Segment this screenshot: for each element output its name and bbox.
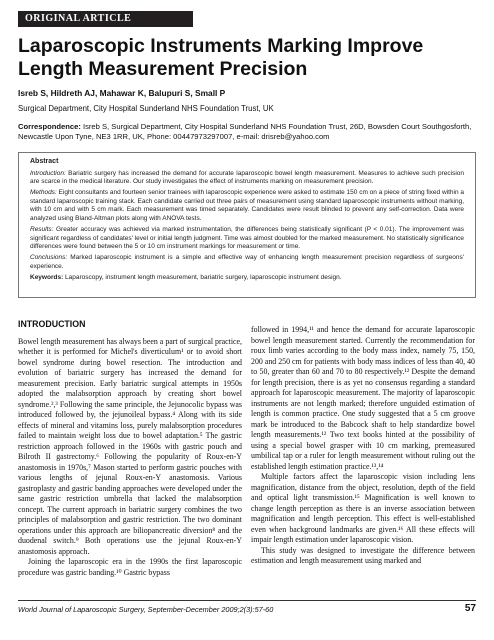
abstract-results-label: Results:: [30, 226, 54, 234]
keywords-label: Keywords:: [30, 274, 64, 282]
left-column: [18, 319, 242, 578]
author-list: Isreb S, Hildreth AJ, Mahawar K, Balupuri S, Small P: [18, 88, 226, 98]
abstract-conclusions: [30, 254, 464, 271]
affiliation: Surgical Department, City Hospital Sunderland NHS Foundation Trust, UK: [18, 104, 274, 113]
left-paragraph-1: Bowel length measurement has always been a part of surgical practice, whether it is performed for Michel's diverticulum¹ or to avoid short bowel syndrome during bowel resection. The introduction and evolution of bariatric surgery has increased the demand for measurement precision. Early bariatric surgical attempts in 1950s adopted the malabsorption approach by creating short bowel syndrome.²,³ Following the same principle, the Jejunocolic bypass was introduced followed by, the jejunoileal bypass.⁴ Along with its side effects of mineral and vitamins loss, purely malabsorption procedures failed to maintain weight loss due to bowel adaptation.⁵ The gastric restriction approach followed in the 1960s with gastric pouch and Bilroth II gastrectomy.⁶ Following the popularity of Roux-en-Y anastomosis in 1970s,⁷ Mason started to perform gastric pouches with various lengths of jejunal Roux-en-Y anastomosis. Various gastroplasty and gastric banding approaches were developed under the same gastric restriction umbrella that lacked the malabsorption concept. The current approach in bariatric surgery combines the two principles of malabsorption and gastric restriction. The two dominant operations under this approach are biliopancreatic diversion⁸ and the duodenal switch.⁹ Both operations use the jejunal Roux-en-Y anastomosis approach.: [18, 336, 242, 556]
abstract-methods-label: Methods:: [30, 189, 57, 197]
introduction-heading: INTRODUCTION: [18, 319, 86, 329]
right-paragraph-3: This study was designed to investigate the difference between estimation and length measurement using marked and: [251, 545, 475, 565]
right-column: [251, 325, 475, 567]
abstract-heading: Abstract: [30, 158, 59, 165]
page-number: 57: [464, 603, 476, 614]
abstract-keywords: [30, 274, 464, 283]
abstract-results: [30, 226, 464, 252]
abstract-introduction: [30, 170, 464, 187]
abstract-methods-text: Eight consultants and fourteen senior trainees with laparoscopic experience were asked to estimate 150 cm on a piece of string fixed within a standard laparoscopic training stack. Each candidate carried out three pairs of measurement using standard laparoscopic instruments without marking, with 10 cm and with 5 cm mark. Each measurement was timed separately. Candidates were result blinded to prevent any self-correction. Data were analyzed using Bland-Altman plots along with ANOVA tests.: [30, 189, 464, 223]
journal-citation: World Journal of Laparoscopic Surgery, September-December 2009;2(3):57-60: [18, 605, 274, 614]
correspondence: [18, 122, 480, 142]
abstract-intro-text: Bariatric surgery has increased the demand for accurate laparoscopic bowel length measurement. Measures to achieve such precision are scarce in the medical literature. Our study investigates the effect of instruments marking on measurement precision.: [30, 169, 464, 186]
abstract-intro-label: Introduction:: [30, 169, 66, 177]
abstract-box: [18, 152, 476, 298]
keywords-text: Laparoscopy, instrument length measurement, bariatric surgery, laparoscopic instrument design.: [63, 274, 342, 282]
abstract-conclusions-text: Marked laparoscopic instrument is a simple and effective way of enhancing length measurement precision regardless of surgeons' experience.: [30, 254, 464, 271]
right-paragraph-2: Multiple factors affect the laparoscopic vision including lens magnification, distance from the object, resolution, depth of the field and optical light transmission.¹⁵ Magnification is well known to change length perception as there is an inverse association between magnification and length perception. This effect is well-established even when background landmarks are given.¹⁶ All these effects will impair length estimation under laparoscopic vision.: [251, 472, 475, 544]
abstract-conclusions-label: Conclusions:: [30, 254, 68, 262]
abstract-results-text: Greater accuracy was achieved via marked instrumentation, the differences being statistically significant (P < 0.01). The improvement was significant regardless of candidates' level or initial length judgment. Time was almost doubled for the marked measurement. No statistically significance differences were found between the 5 or 10 cm instrument markings for measurement or time.: [30, 226, 464, 251]
left-paragraph-2: Joining the laparoscopic era in the 1990s the first laparoscopic procedure was gastric banding.¹⁰ Gastric bypass: [18, 557, 242, 577]
article-title: Laparoscopic Instruments Marking Improve Length Measurement Precision: [18, 35, 424, 80]
article-type-tag: ORIGINAL ARTICLE: [18, 11, 193, 27]
right-paragraph-1: followed in 1994,¹¹ and hence the demand for accurate laparoscopic bowel length measurement started. Currently the recommendation for roux limb varies according to the body mass index, namely 75, 150, 200 and 250 cm for patients with body mass indices of less than 40, 40 to 50, greater than 60 and 70 to 80 respectively.¹² Despite the demand for length precision, there is as yet no consensus regarding a standard approach for laparoscopic measurement. The majority of laparoscopic instruments are not length marked; therefore unguided estimation of length is common practice. One study suggested that a 5 cm groove mark be introduced to the Babcock shaft to help standardize bowel length measurements.¹² Two text books hinted at the possibility of using a special bowel grasper with 10 cm marking, premeasured umbilical tap or a ruler for length measurement without ruling out the established length estimation practice.¹³,¹⁴: [251, 325, 475, 471]
correspondence-text: Isreb S, Surgical Department, City Hospital Sunderland NHS Foundation Trust, 26D, Bowsden Court Southgosforth, Newcastle Upon Tyne, NE3 1RR, UK, Phone: 00447973297007, e-mail: drisreb@yahoo.com: [18, 122, 472, 142]
correspondence-label: Correspondence:: [18, 122, 81, 131]
footer-divider: [18, 600, 476, 601]
abstract-methods: [30, 189, 464, 223]
